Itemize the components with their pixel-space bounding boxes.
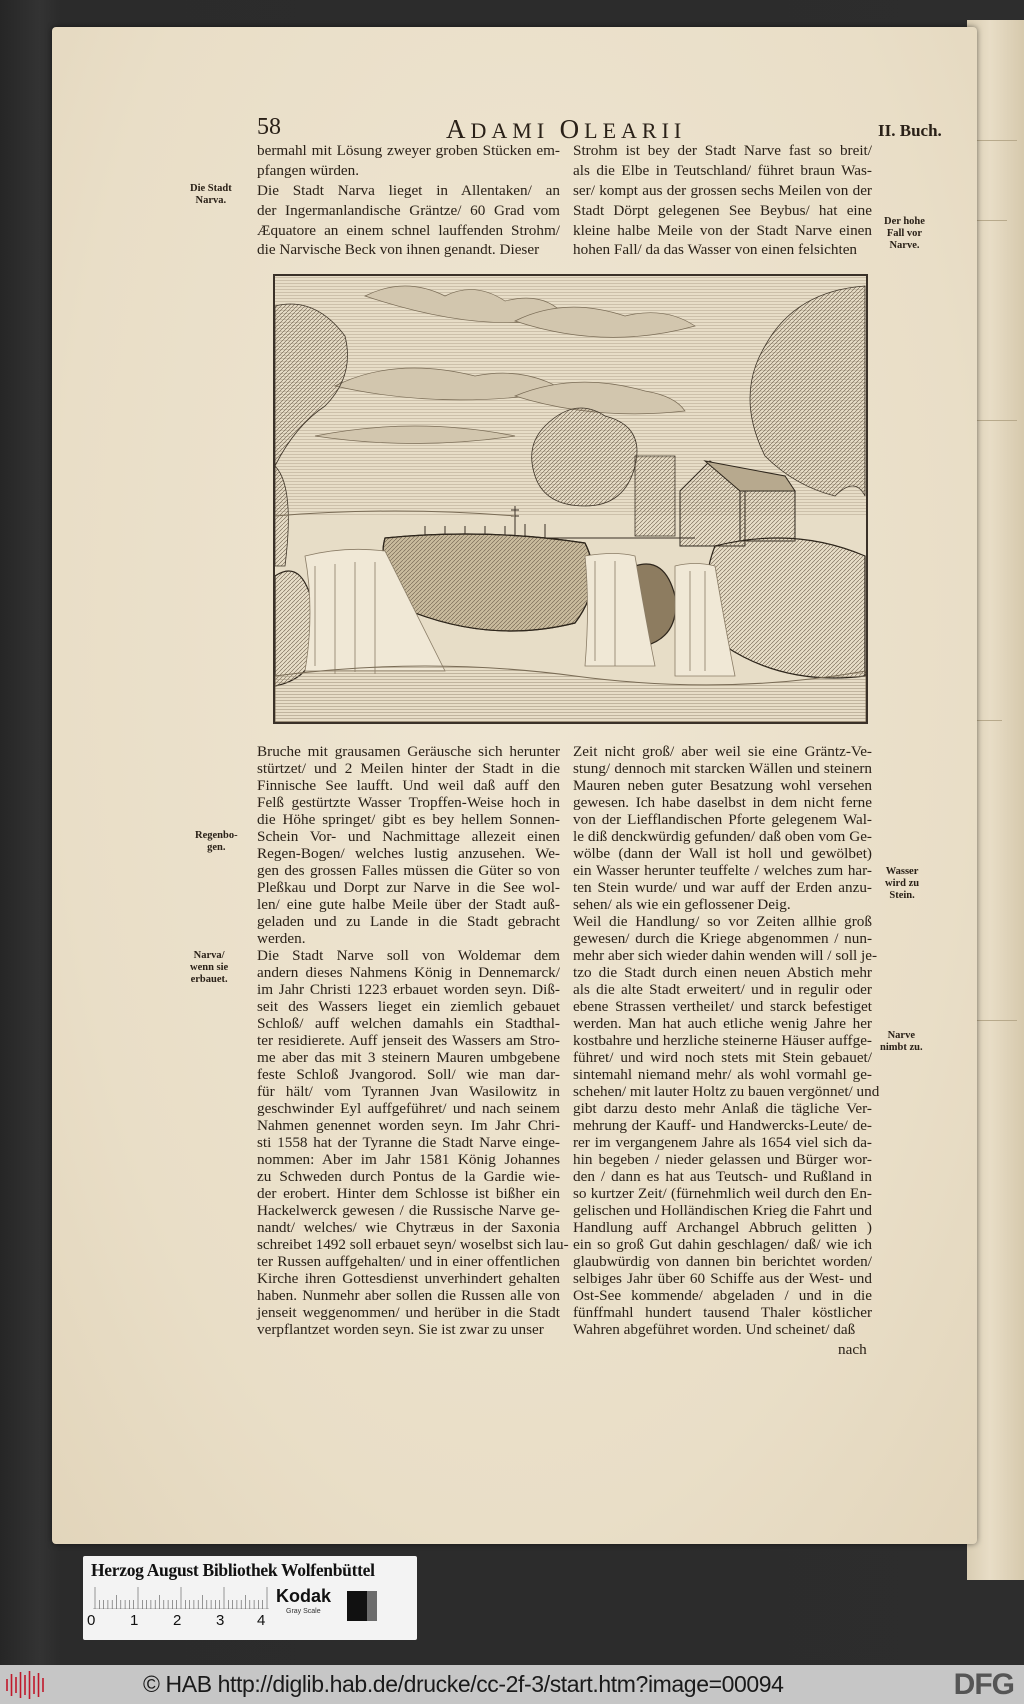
text-line: ein so groß Gut dahin geschlagen/ daß/ wie ich xyxy=(573,1236,872,1253)
text-line: Schein Vor- und Nachmittage allezeit einen xyxy=(257,828,560,845)
text-line: der Ingermanlandische Gräntze/ 60 Grad vom xyxy=(257,201,560,219)
credit-url-link[interactable]: © HAB http://diglib.hab.de/drucke/cc-2f-3/start.htm?image=00094 xyxy=(143,1671,784,1697)
text-line: Ost-See kommende/ abgeladen / und in die xyxy=(573,1287,872,1304)
text-line: Æquatore an einem schnel lauffenden Strohm/ xyxy=(257,221,560,239)
text-line: Felß gestürtzte Wasser Tropffen-Weise hoch in xyxy=(257,794,560,811)
text-line: der erobert. Hinter dem Schlosse ist bißher ein xyxy=(257,1185,560,1202)
text-line: stürtzet/ und 2 Meilen hinter der Stadt in die xyxy=(257,760,560,777)
text-line: die Höhe springet/ gibt es bey hellem Sonnen- xyxy=(257,811,560,828)
text-column-bottom-left xyxy=(257,743,569,1338)
text-line: gelischen und Holländischen Krieg die Fahrt und xyxy=(573,1202,872,1219)
text-line: seit des Wassers lieget ein ziemlich gebauet xyxy=(257,998,560,1015)
text-line: ten Stein wurde/ und war auff der Erden anzu- xyxy=(573,879,872,896)
text-line: hin begeben / nieder gelassen und Bürger wor- xyxy=(573,1151,872,1168)
text-line: Mauren neben guter Besatzung wohl versehen xyxy=(573,777,872,794)
text-line: die Narvische Beck von ihnen genandt. Dieser xyxy=(257,241,540,259)
text-line: ter residierete. Auff jenseit des Wassers am Stro- xyxy=(257,1032,560,1049)
text-line: den / dann es hat aus Teutsch- und Rußland in xyxy=(573,1168,872,1185)
text-line: Finnische See laufft. Und weil daß auff den xyxy=(257,777,560,794)
text-line: fünffmahl hundert tausend Thaler köstlicher xyxy=(573,1304,872,1321)
engraving-waterfall-illustration xyxy=(273,274,868,724)
text-line: Handlung auff Archangel Abbruch gelitten ) xyxy=(573,1219,872,1236)
text-line: Pleßkau und Dorpt zur Narve in die See wol- xyxy=(257,879,560,896)
text-line: me aber das mit 3 steinern Mauren umbgebene xyxy=(257,1049,560,1066)
text-line: ein Wasser herunter teuffelte / welches zum har- xyxy=(573,862,872,879)
text-line: werden. Man hat auch etliche wenig Jahre her xyxy=(573,1015,872,1032)
text-line: führet/ und wird noch stets mit Stein gebauet/ xyxy=(573,1049,872,1066)
margin-note-line: nimbt zu. xyxy=(880,1042,923,1053)
text-line: nandt/ welches/ wie Chytræus in der Saxonia xyxy=(257,1219,560,1236)
margin-note-line: Narve. xyxy=(889,240,920,251)
text-line: von der Liefflandischen Pforte gelegenem Wal- xyxy=(573,811,872,828)
margin-note-line: Der hohe xyxy=(884,216,925,227)
margin-note-line: Die Stadt xyxy=(190,183,232,194)
text-column-top-right xyxy=(573,141,872,260)
text-line: Wahren abgeführet worden. Und scheinet/ daß xyxy=(573,1321,856,1338)
text-line: sti 1558 hat der Tyranne die Stadt Narve einge- xyxy=(257,1134,560,1151)
ruler-number: 4 xyxy=(257,1612,266,1629)
gray-swatch-black xyxy=(347,1591,367,1621)
catchword: nach xyxy=(838,1341,867,1358)
text-line: im Jahr Christi 1223 erbauet worden seyn. Diß- xyxy=(257,981,560,998)
text-line: geladen und zu Lande in die Stadt gebracht xyxy=(257,913,560,930)
ruler-scale xyxy=(91,1587,271,1609)
text-line: als die alte Stadt erweitert/ und in regulir oder xyxy=(573,981,872,998)
text-line: Nahmen genennet worden seyn. Im Jahr Chri- xyxy=(257,1117,560,1134)
text-line: sehen/ als wie ein geflossener Deig. xyxy=(573,896,791,913)
margin-note-line: Stein. xyxy=(889,890,915,901)
gray-scale-label: Gray Scale xyxy=(286,1608,321,1615)
margin-note-narva xyxy=(190,183,232,207)
margin-note-line: gen. xyxy=(207,842,226,853)
text-line: schreibet 1492 soll erbauet seyn/ woselbst sich lau- xyxy=(257,1236,569,1253)
text-line: ebene Strassen vertheilet/ und starck befestiget xyxy=(573,998,872,1015)
text-line: Strohm ist bey der Stadt Narve fast so breit/ xyxy=(573,142,872,159)
margin-note-stone xyxy=(885,866,919,902)
text-line: Stadt Dörpt gelegenen See Beybus/ hat eine xyxy=(573,201,872,219)
text-line: haben. Nunmehr aber sollen die Russen alle von xyxy=(257,1287,560,1304)
text-line: Regen-Bogen/ welches lustig anzusehen. We- xyxy=(257,845,560,862)
text-line: Hackelwerck gewesen / die Russische Narve ge- xyxy=(257,1202,560,1219)
text-line: für hält/ vom Tyrannen Jvan Wasilowitz in xyxy=(257,1083,560,1100)
text-line: Die Stadt Narva lieget in Allentaken/ an xyxy=(257,181,560,199)
text-line: mehr aber sich wieder dahin wenden will / soll je- xyxy=(573,947,878,964)
text-line: ter Russen auffgehalten/ und in einer offentlichen xyxy=(257,1253,560,1270)
scan-reference-card xyxy=(83,1556,417,1640)
text-line: jenseit weggenommen/ und herüber in die Stadt xyxy=(257,1304,560,1321)
book-label: II. Buch. xyxy=(878,121,942,140)
text-line: Bruche mit grausamen Geräusche sich herunter xyxy=(257,743,560,760)
text-line: zu Schweden durch Pontus de la Gardie wie- xyxy=(257,1168,560,1185)
margin-note-line: Narva. xyxy=(195,195,227,206)
text-line: schehen/ mit lauter Holtz zu bauen vergönnet/ und xyxy=(573,1083,880,1100)
ruler-number: 2 xyxy=(173,1612,182,1629)
margin-note-line: wird zu xyxy=(885,878,920,889)
text-column-top-left xyxy=(257,141,560,260)
text-line: gewesen/ durch die Kriege abgenommen / nun- xyxy=(573,930,872,947)
text-line: stung/ dennoch mit starcken Wällen und steinern xyxy=(573,760,872,777)
hab-logo-icon xyxy=(4,1670,48,1700)
text-line: glaubwürdig von dannen bin berichtet worden/ xyxy=(573,1253,872,1270)
page-number: 58 xyxy=(257,114,281,140)
text-line: ser/ kompt aus der grossen sechs Meilen von der xyxy=(573,181,872,199)
text-line: gewesen. Ich habe daselbst in dem nicht ferne xyxy=(573,794,872,811)
gray-swatch-mid xyxy=(367,1591,377,1621)
kodak-brand: Kodak xyxy=(276,1586,332,1606)
ruler-number: 3 xyxy=(216,1612,225,1629)
margin-note-line: Fall vor xyxy=(886,228,923,239)
text-line: bermahl mit Lösung zweyer groben Stücken em- xyxy=(257,142,560,159)
text-line: Die Stadt Narve soll von Woldemar dem xyxy=(257,947,560,964)
text-column-bottom-right xyxy=(573,743,880,1338)
text-line: so kurtzer Zeit/ (fürnehmlich weil durch den En- xyxy=(573,1185,872,1202)
text-line: Zeit nicht groß/ aber weil sie eine Gräntz-Ve- xyxy=(573,743,872,760)
dfg-logo: DFG xyxy=(953,1668,1014,1701)
margin-note-line: Narva/ xyxy=(193,950,225,961)
text-line: feste Schloß Jvangorod. Soll/ wie man dar- xyxy=(257,1066,560,1083)
margin-note-line: erbauet. xyxy=(190,974,228,985)
footer-bar xyxy=(0,1665,1024,1704)
text-line: geschwinder Eyl auffgeführet/ und nach seinem xyxy=(257,1100,560,1117)
text-line: pfangen würden. xyxy=(257,161,360,179)
margin-note-rainbow xyxy=(195,830,238,854)
text-line: wölbe (dann der Wall ist holl und gewölbet) xyxy=(573,845,872,862)
margin-note-line: Narve xyxy=(887,1030,915,1041)
text-line: werden. xyxy=(257,930,306,947)
text-line: sintemahl niemand mehr/ als wohl vormahl ge- xyxy=(573,1066,872,1083)
text-line: gen des grossen Falles müssen die Güter so von xyxy=(257,862,560,879)
margin-note-line: Wasser xyxy=(885,866,919,877)
text-line: als die Elbe in Teutschland/ führet braun Was- xyxy=(573,161,872,179)
margin-note-line: wenn sie xyxy=(190,962,229,973)
text-line: kostbahre und herzliche steinerne Häuser auffge- xyxy=(573,1032,872,1049)
text-line: rer im vergangenem Jahre als 1654 viel sich da- xyxy=(573,1134,872,1151)
text-line: mehrung der Kauff- und Handwercks-Leute/ de- xyxy=(573,1117,872,1134)
text-line: Kirche ihren Gottesdienst unverhindert gehalten xyxy=(257,1270,560,1287)
text-line: tzo die Stadt durch einen neuen Abstich mehr xyxy=(573,964,872,981)
margin-note-fall xyxy=(884,216,925,252)
text-line: andern dieses Nahmens König in Dennemarck/ xyxy=(257,964,560,981)
text-line: Schloß/ auff welchen damahls ein Stadthal- xyxy=(257,1015,560,1032)
institution-label: Herzog August Bibliothek Wolfenbüttel xyxy=(91,1560,375,1580)
text-line: hohen Fall/ da das Wasser von einen felsichten xyxy=(573,241,858,259)
text-line: nommen: Aber im Jahr 1581 König Johannes xyxy=(257,1151,560,1168)
text-line: gibt darzu desto mehr Anlaß die tägliche Ver- xyxy=(573,1100,872,1117)
text-line: len/ eine gute halbe Meile über der Stadt auß- xyxy=(257,896,560,913)
margin-note-built xyxy=(190,950,228,986)
margin-note-grows xyxy=(880,1030,923,1054)
text-line: verpflantzet worden seyn. Sie ist zwar zu unser xyxy=(257,1321,544,1338)
text-line: kleine halbe Meile von der Stadt Narve einen xyxy=(573,221,872,239)
running-title: ADAMI OLEARII xyxy=(446,114,687,144)
text-line: selbiges Jahr über 60 Schiffe aus der West- und xyxy=(573,1270,872,1287)
ruler-number: 1 xyxy=(130,1612,139,1629)
ruler-number: 0 xyxy=(87,1612,96,1629)
text-line: Weil die Handlung/ so vor Zeiten allhie groß xyxy=(573,913,872,930)
text-line: le diß denckwürdig gefunden/ daß oben vom Ge- xyxy=(573,828,872,845)
margin-note-line: Regenbo- xyxy=(195,830,238,841)
